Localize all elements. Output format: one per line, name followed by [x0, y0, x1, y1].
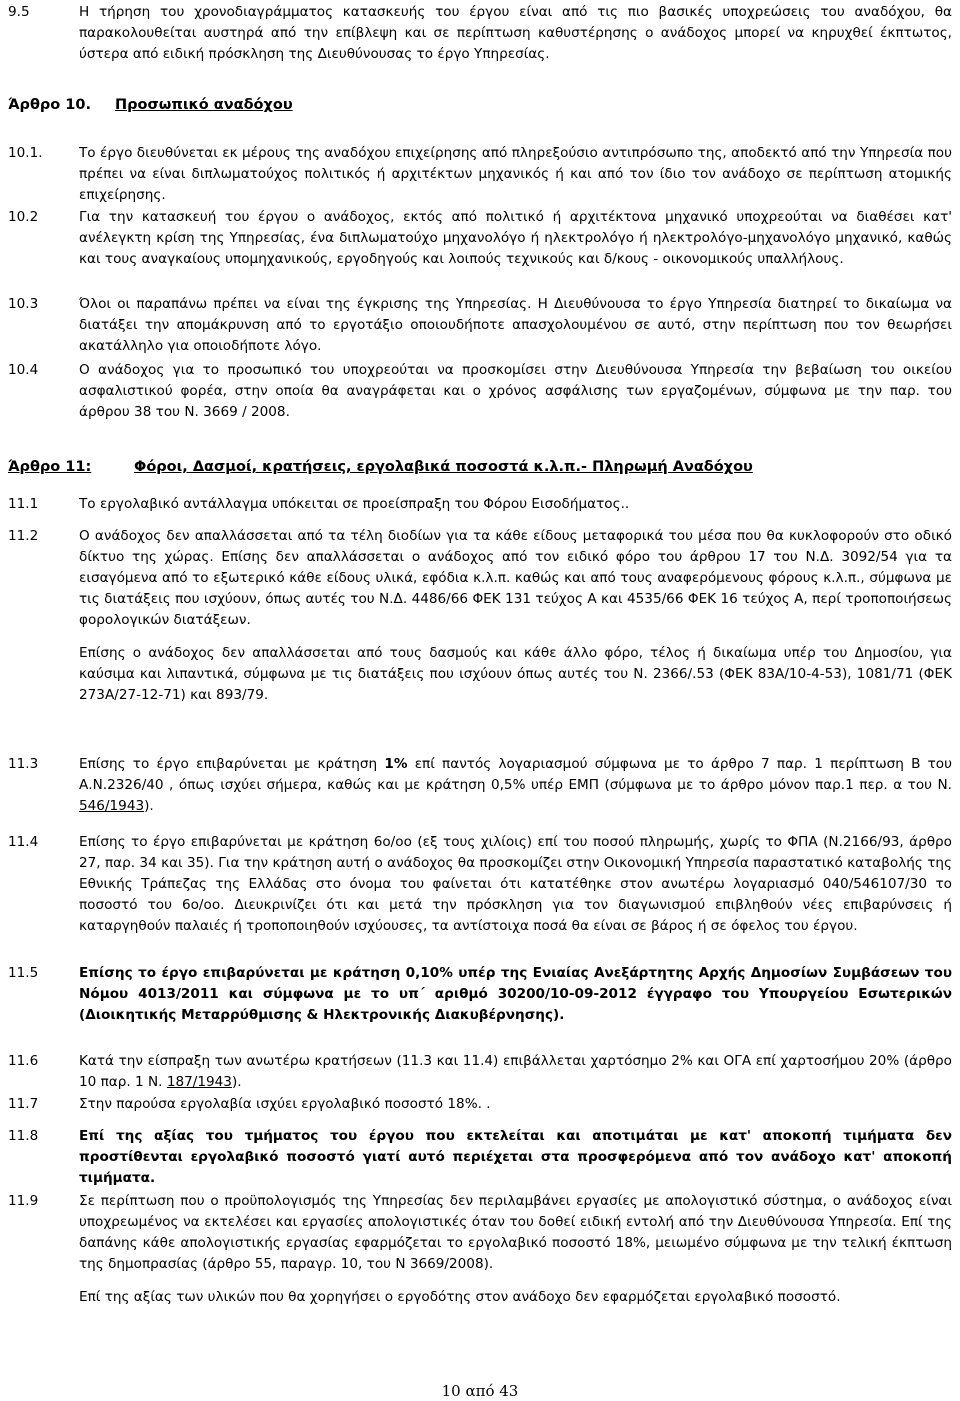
paragraph-text: Για την κατασκευή του έργου ο ανάδοχος, εκτός από πολιτικό ή αρχιτέκτονα μηχανικό υποχρεούται να διαθέσει κατ' ανέλεγκτη κρίση της Υπηρεσίας, ένα διπλωματούχο μηχανολόγο ή ηλεκτρολόγο ή ηλεκτρολόγο-μηχανολόγο μηχανικό, καθώς και τους αναγκαίους υπομηχανικούς, εργοδηγούς και λοιπούς τεχνικούς και δ/κους - οικονομικούς υπαλλήλους. — [79, 209, 952, 267]
paragraph-text: ). — [144, 798, 154, 814]
paragraph-text: επί παντός λογαριασμού σύμφωνα με το άρθρο 7 παρ. 1 περίπτωση Β του Α.Ν.2326/40 , όπως ισχύει σήμερα, καθώς και με κράτηση 0,5% υπέρ ΕΜΠ (σύμφωνα με το άρθρο μόνον παρ.1 περ. α του Ν. — [79, 756, 952, 793]
paragraph-text-continued: Επί της αξίας των υλικών που θα χορηγήσει ο εργοδότης στον ανάδοχο δεν εφαρμόζεται εργολαβικό ποσοστό. — [79, 1289, 841, 1305]
paragraph-body — [79, 1051, 952, 1093]
paragraph-text: Επίσης το έργο επιβαρύνεται με κράτηση 6ο/οο (εξ τους χιλίοις) επί του ποσού πληρωμής, χωρίς το ΦΠΑ (Ν.2166/93, άρθρο 27, παρ. 34 και 35). Για την κράτηση αυτή ο ανάδοχος θα προσκομίζει στην Οικονομική Υπηρεσία παραστατικό καταβολής της Εθνικής Τράπεζας της Ελλάδας στο όνομα του φαίνεται ότι κατατέθηκε στον ανωτέρω λογαριασμό 040/546107/30 το ποσοστό του 6ο/οο. Διευκρινίζει ότι και μετά την πρόσκληση για τον διαγωνισμού επιβληθούν νέες επιβαρύνσεις ή καταργηθούν παλαιές ή τροποποιηθούν ισχύουσες, τα αντίστοιχα ποσά θα είναι σε βάρος ή σε όφελος του έργου. — [79, 834, 952, 934]
paragraph-number: 10.2 — [8, 209, 39, 225]
paragraph-text: Επίσης το έργο επιβαρύνεται με κράτηση 0,10% υπέρ της Ενιαίας Ανεξάρτητης Αρχής Δημοσίων Συμβάσεων του Νόμου 4013/2011 και σύμφωνα με το υπ΄ αριθμό 30200/10-09-2012 έγγραφο του Υπουργείου Εσωτερικών (Διοικητικής Μεταρρύθμισης & Ηλεκτρονικής Διακυβέρνησης). — [79, 965, 952, 1023]
paragraph-number: 11.5 — [8, 965, 39, 981]
paragraph-text: Το εργολαβικό αντάλλαγμα υπόκειται σε προείσπραξη του Φόρου Εισοδήματος.. — [79, 496, 630, 512]
paragraph-text: Σε περίπτωση που ο προϋπολογισμός της Υπηρεσίας δεν περιλαμβάνει εργασίες με απολογιστικό σύστημα, ο ανάδοχος είναι υποχρεωμένος να εκτελέσει και εργασίες απολογιστικές όταν του δοθεί ειδική εντολή από την Διευθύνουσα Υπηρεσία. Επί της δαπάνης κάθε απολογιστικής εργασίας εφαρμόζεται το εργολαβικό ποσοστό 18%, μειωμένο σύμφωνα με την τελική έκπτωση της δημοπρασίας (άρθρο 55, παραγρ. 10, του Ν 3669/2008). — [79, 1193, 952, 1272]
paragraph-text: Κατά την είσπραξη των ανωτέρω κρατήσεων (11.3 και 11.4) επιβάλλεται χαρτόσημο 2% και ΟΓΑ επί χαρτοσήμου 20% (άρθρο 10 παρ. 1 Ν. — [79, 1053, 952, 1090]
paragraph-number: 11.3 — [8, 756, 39, 772]
paragraph-9-5 — [8, 2, 952, 65]
paragraph-body — [79, 526, 952, 706]
paragraph-11-4 — [8, 832, 952, 937]
paragraph-text: Επί της αξίας του τμήματος του έργου που εκτελείται και αποτιμάται με κατ' αποκοπή τιμήματα δεν προστίθενται εργολαβικό ποσοστό γιατί αυτό περιέχεται στα προσφερόμενα από τον ανάδοχο κατ' αποκοπή τιμήματα. — [79, 1128, 952, 1186]
article-11-heading — [8, 459, 952, 475]
paragraph-11-7 — [8, 1094, 952, 1115]
paragraph-text-continued: Επίσης ο ανάδοχος δεν απαλλάσσεται από τους δασμούς και κάθε άλλο φόρο, τέλος ή δικαίωμα υπέρ του Δημοσίου, για καύσιμα και λιπαντικά, σύμφωνα με τις διατάξεις που ισχύουν όπως αυτές του Ν. 2366/.53 (ΦΕΚ 83Α/10-4-53), 1081/71 (ΦΕΚ 273Α/27-12-71) και 893/79. — [79, 645, 952, 703]
paragraph-10-3 — [8, 294, 952, 357]
paragraph-body — [79, 1191, 952, 1308]
paragraph-number: 10.4 — [8, 362, 39, 378]
paragraph-11-6 — [8, 1051, 952, 1093]
paragraph-10-1 — [8, 143, 952, 206]
paragraph-11-8 — [8, 1126, 952, 1189]
paragraph-number: 11.1 — [8, 496, 39, 512]
paragraph-text: Επίσης το έργο επιβαρύνεται με κράτηση — [79, 756, 385, 772]
article-label: Άρθρο 11: — [8, 459, 92, 475]
paragraph-number: 11.7 — [8, 1096, 39, 1112]
paragraph-10-4 — [8, 360, 952, 423]
paragraph-number: 11.6 — [8, 1053, 39, 1069]
paragraph-number: 10.1. — [8, 145, 43, 161]
paragraph-text: Ο ανάδοχος δεν απαλλάσσεται από τα τέλη διοδίων για τα κάθε είδους μεταφορικά του μέσα που θα κυκλοφορούν στο οδικό δίκτυο της χώρας. Επίσης δεν απαλλάσσεται ο ανάδοχος από τον ειδικό φόρο του άρθρου 17 του Ν.Δ. 3092/54 για τα εισαγόμενα από το εξωτερικό κάθε είδους υλικά, εφόδια κ.λ.π. καθώς και από τους αναφερόμενους φόρους κ.λ.π., σύμφωνα με τις διατάξεις που ισχύουν, όπως αυτές του Ν.Δ. 4486/66 ΦΕΚ 131 τεύχος Α και 4535/66 ΦΕΚ 16 τεύχος Α, περί τροποποιήσεως φορολογικών διατάξεων. — [79, 528, 952, 628]
article-title: Φόροι, Δασμοί, κρατήσεις, εργολαβικά ποσοστά κ.λ.π.- Πληρωμή Αναδόχου — [134, 459, 753, 475]
law-reference-link[interactable]: 546/1943 — [79, 798, 145, 814]
article-title: Προσωπικό αναδόχου — [114, 97, 293, 113]
paragraph-body — [79, 754, 952, 817]
paragraph-number: 11.9 — [8, 1193, 39, 1209]
paragraph-text: Στην παρούσα εργολαβία ισχύει εργολαβικό ποσοστό 18%. . — [79, 1096, 491, 1112]
paragraph-text: Ο ανάδοχος για το προσωπικό του υποχρεούται να προσκομίσει στην Διευθύνουσα Υπηρεσία την βεβαίωση του οικείου ασφαλιστικού φορέα, στην οποία θα αναγράφεται και ο χρόνος ασφάλισης των εργαζομένων, σύμφωνα με την παρ. του άρθρου 38 του Ν. 3669 / 2008. — [79, 362, 952, 420]
paragraph-11-3 — [8, 754, 952, 817]
paragraph-11-9 — [8, 1191, 952, 1308]
paragraph-11-2 — [8, 526, 952, 706]
paragraph-number: 10.3 — [8, 296, 39, 312]
paragraph-11-5 — [8, 963, 952, 1026]
paragraph-number: 11.8 — [8, 1128, 39, 1144]
article-label: Άρθρο 10. — [8, 97, 91, 113]
paragraph-number: 11.2 — [8, 528, 39, 544]
law-reference-link[interactable]: 187/1943 — [166, 1074, 232, 1090]
rate-emphasis: 1% — [384, 756, 408, 772]
paragraph-11-1 — [8, 494, 952, 515]
paragraph-text: Το έργο διευθύνεται εκ μέρους της αναδόχου επιχείρησης από πληρεξούσιο αντιπρόσωπο της, αποδεκτό από την Υπηρεσία που πρέπει να είναι διπλωματούχος πολιτικός ή αρχιτέκτων μηχανικός ή και από τον ίδιο τον ανάδοχο σε περίπτωση ατομικής επιχείρησης. — [79, 145, 952, 203]
paragraph-text: Η τήρηση του χρονοδιαγράμματος κατασκευής του έργου είναι από τις πιο βασικές υποχρεώσεις του αναδόχου, θα παρακολουθείται αυστηρά από την επίβλεψη και σε περίπτωση καθυστέρησης ο ανάδοχος μπορεί να κηρυχθεί έκπτωτος, ύστερα από ειδική πρόσκληση της Διευθύνουσας το έργο Υπηρεσίας. — [79, 4, 952, 62]
paragraph-text: Όλοι οι παραπάνω πρέπει να είναι της έγκρισης της Υπηρεσίας. Η Διευθύνουσα το έργο Υπηρεσία διατηρεί το δικαίωμα να διατάξει την απομάκρυνση από το εργοτάξιο οποιουδήποτε απασχολουμένου σε αυτό, στην περίπτωση που τον θεωρήσει ακατάλληλο για οποιοδήποτε λόγο. — [79, 296, 952, 354]
paragraph-number: 11.4 — [8, 834, 39, 850]
article-10-heading — [8, 97, 293, 113]
paragraph-text: ). — [231, 1074, 242, 1090]
paragraph-number: 9.5 — [8, 4, 30, 20]
paragraph-10-2 — [8, 207, 952, 270]
page-number: 10 από 43 — [441, 1382, 519, 1400]
